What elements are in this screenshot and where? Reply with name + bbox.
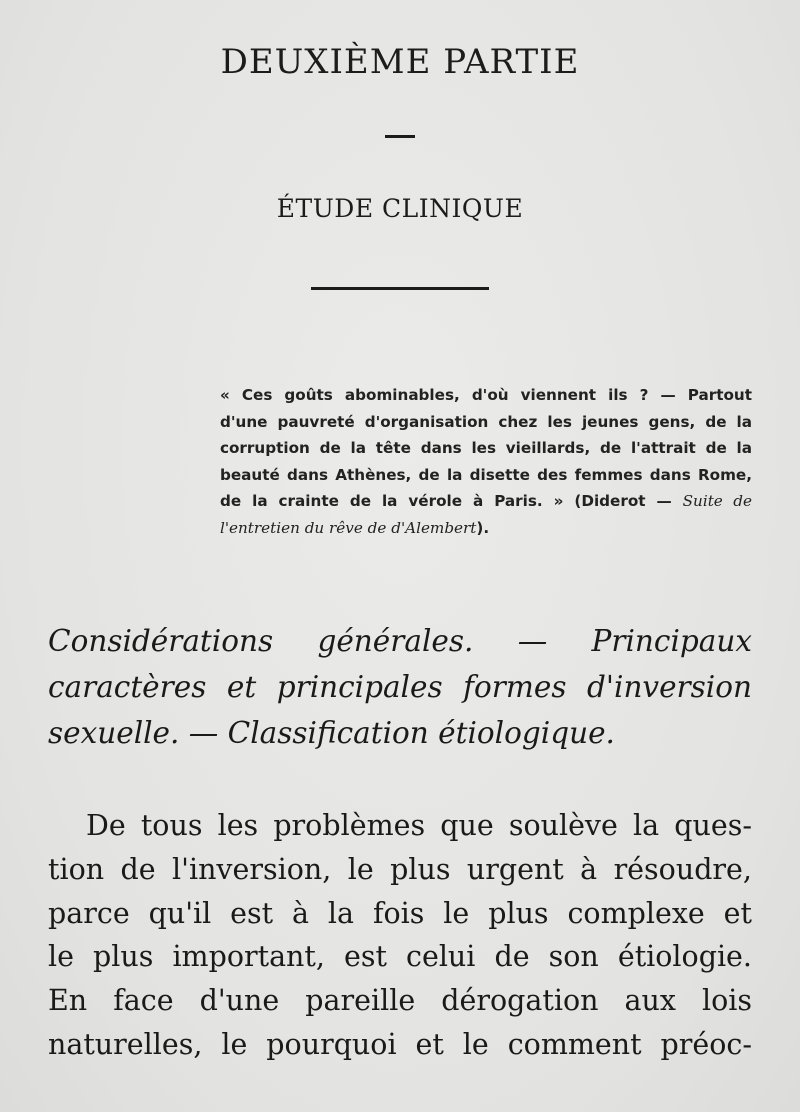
body-line: parce qu'il est à la fois le plus complexe et: [48, 896, 752, 930]
epigraph-work-title: Suite de: [682, 492, 753, 510]
chapter-heading-line: sexuelle. — Classification étiologique.: [48, 716, 615, 750]
long-divider: [311, 287, 489, 290]
epigraph-line-text: ).: [476, 518, 490, 537]
body-line: De tous les problèmes que soulève la ques-: [86, 809, 752, 842]
body-line: En face d'une pareille dérogation aux lois: [48, 984, 752, 1018]
epigraph-line: beauté dans Athènes, de la disette des femmes dans Rome,: [220, 465, 752, 484]
body-line: tion de l'inversion, le plus urgent à résoudre,: [48, 852, 752, 886]
epigraph-line: « Ces goûts abominables, d'où viennent ils ? — Partout: [220, 386, 752, 404]
chapter-heading-line: caractères et principales formes d'inversion: [48, 670, 752, 704]
epigraph-line: corruption de la tête dans les vieillards, de l'attrait de la: [220, 439, 752, 457]
body-line: le plus important, est celui de son étiologie.: [48, 940, 752, 974]
epigraph-line: [220, 515, 752, 542]
section-title: ÉTUDE CLINIQUE: [276, 194, 524, 223]
body-line: naturelles, le pourquoi et le comment préoc-: [48, 1027, 752, 1061]
epigraph-quote: [220, 382, 752, 541]
body-paragraph: [48, 804, 752, 1067]
epigraph-work-title: l'entretien du rêve de d'Alembert: [220, 518, 477, 537]
epigraph-line-text: de la crainte de la vérole à Paris. » (Diderot —: [220, 492, 683, 510]
part-title: DEUXIÈME PARTIE: [220, 42, 580, 82]
short-divider: [385, 135, 415, 138]
chapter-heading-line: Considérations générales. — Principaux: [48, 624, 752, 658]
epigraph-line: [220, 488, 752, 515]
epigraph-line: d'une pauvreté d'organisation chez les jeunes gens, de la: [220, 412, 752, 431]
chapter-heading: [48, 618, 752, 756]
